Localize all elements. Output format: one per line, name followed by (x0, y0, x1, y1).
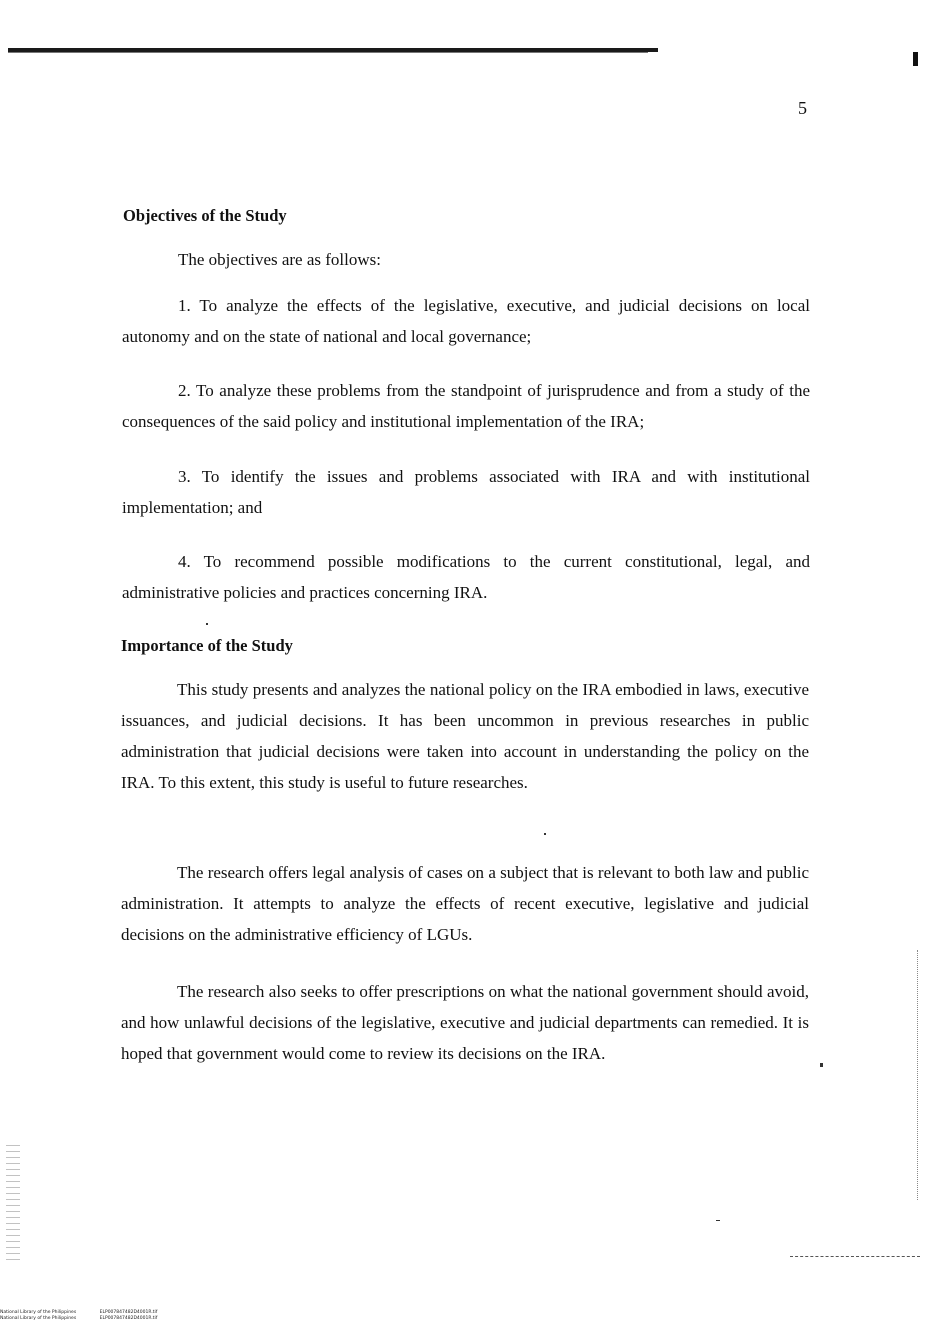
importance-paragraph-1: This study presents and analyzes the national policy on the IRA embodied in laws, executive issuances, and judicial decisions. It has been uncommon in previous researches in public administration that judicial decisions were taken into account in understanding the policy on the IRA. To this extent, this study is useful to future researches. (121, 680, 809, 792)
objective-item-2: 2. To analyze these problems from the standpoint of jurisprudence and from a study of the consequences of the said policy and institutional implementation of the IRA; (122, 381, 810, 431)
top-rule-shadow (8, 52, 648, 53)
objectives-intro: The objectives are as follows: (178, 250, 381, 269)
scan-left-noise (6, 1140, 20, 1260)
stamp-right-line-2: ELP007847482D4001R.tif (99, 1315, 158, 1321)
scan-speck (820, 1063, 823, 1067)
stamp-left-line-1: National Library of the Philippines (0, 1310, 77, 1315)
objectives-heading: Objectives of the Study (123, 206, 287, 225)
objective-item-3: 3. To identify the issues and problems associated with IRA and with institutional implementation; and (122, 467, 810, 517)
page-number: 5 (798, 98, 807, 118)
scan-edge-mark (913, 52, 918, 66)
stamp-left-line-2: National Library of the Philippines (0, 1315, 77, 1321)
scan-speck (206, 623, 208, 625)
importance-paragraph-3: The research also seeks to offer prescriptions on what the national government should avoid, and how unlawful decisions of the legislative, executive and judicial departments can remedied. It is hoped that government would come to review its decisions on the IRA. (121, 982, 809, 1063)
stamp-right-line-1: ELP007847482D4001R.tif (99, 1310, 158, 1315)
objective-item-1: 1. To analyze the effects of the legislative, executive, and judicial decisions on local autonomy and on the state of national and local governance; (122, 296, 810, 346)
importance-heading: Importance of the Study (121, 636, 293, 655)
scan-edge-dots (917, 950, 919, 1200)
objective-item-4: 4. To recommend possible modifications to the current constitutional, legal, and administrative policies and practices concerning IRA. (122, 552, 810, 602)
scan-bottom-dash (790, 1256, 920, 1257)
importance-paragraph-2: The research offers legal analysis of cases on a subject that is relevant to both law and public administration. It attempts to analyze the effects of recent executive, legislative and judicial decisions on the administrative efficiency of LGUs. (121, 863, 809, 944)
scan-speck (544, 833, 546, 835)
library-stamp (0, 1310, 157, 1321)
scan-speck (716, 1220, 720, 1221)
